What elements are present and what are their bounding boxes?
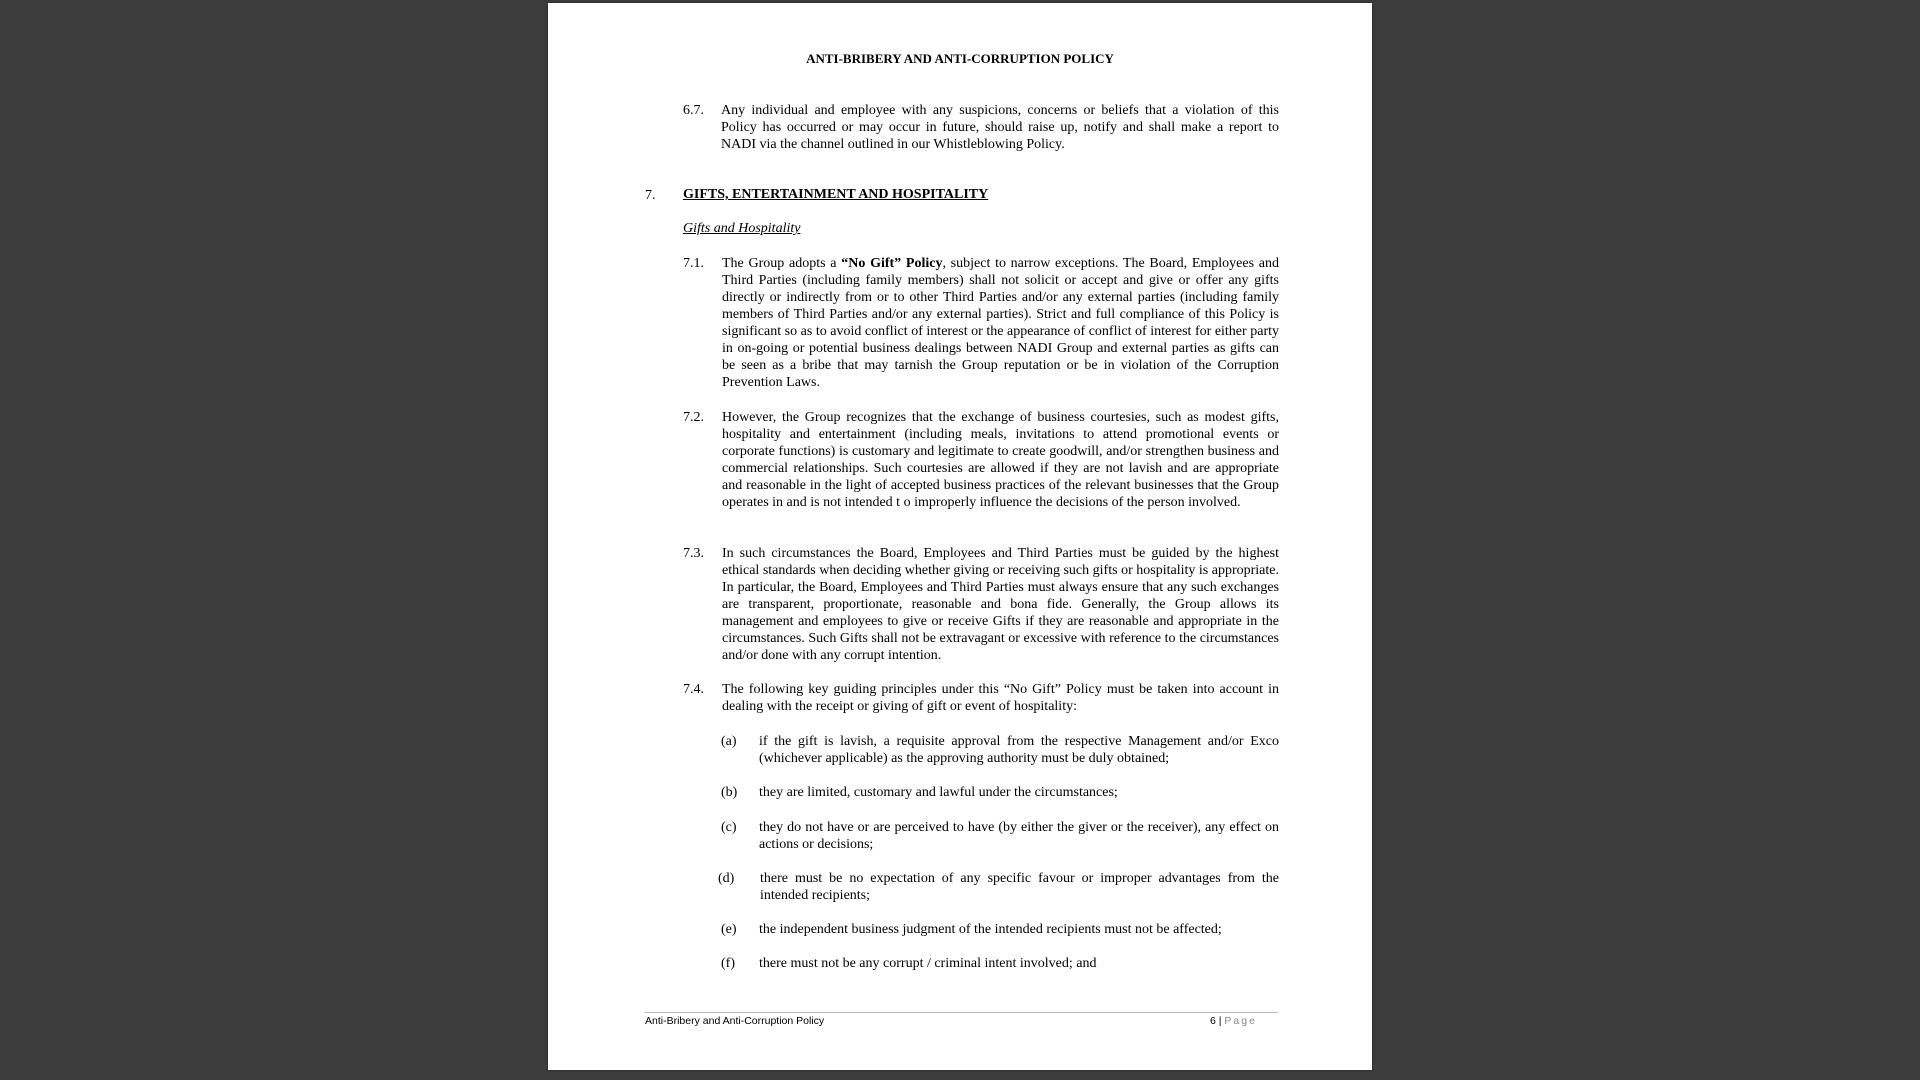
- footer-divider: [644, 1012, 1278, 1013]
- clause-6-7-text: Any individual and employee with any suspicions, concerns or beliefs that a violation of this Policy has occurred or may occur in future, should raise up, notify and shall make a report to NADI via the channel outlined in our Whistleblowing Policy.: [721, 103, 1279, 152]
- list-item: there must be no expectation of any specific favour or improper advantages from the intended recipients;: [760, 871, 1279, 903]
- footer-title: Anti-Bribery and Anti-Corruption Policy: [645, 1015, 825, 1027]
- list-item-label: (f): [721, 956, 735, 971]
- page-header: ANTI-BRIBERY AND ANTI-CORRUPTION POLICY: [806, 51, 1114, 66]
- clause-7-1-text: The Group adopts a “No Gift” Policy, subject to narrow exceptions. The Board, Employees and Third Parties (including family members) shall not solicit or accept and give or offer any gifts directly or indirectly from or to other Third Parties and/or any external parties (including family members of Third Parties and/or any external parties). Strict and full compliance of this Policy is significant so as to avoid conflict of interest or the appearance of conflict of interest for either party in on-going or potential business dealings between NADI Group and external parties as gifts can be seen as a bribe that may tarnish the Group reputation or be in violation of the Corruption Prevention Laws.: [722, 256, 1279, 390]
- list-item-label: (a): [721, 734, 737, 749]
- list-item-label: (c): [721, 820, 737, 835]
- clause-number: 7.3.: [683, 546, 704, 561]
- clause-7-3-text: In such circumstances the Board, Employees and Third Parties must be guided by the highest ethical standards when deciding whether giving or receiving such gifts or hospitality is appropriate. In particular, the Board, Employees and Third Parties must always ensure that any such exchanges are transparent, proportionate, reasonable and bona fide. Generally, the Group allows its management and employees to give or receive Gifts if they are reasonable and appropriate in the circumstances. Such Gifts shall not be extravagant or excessive with reference to the circumstances and/or done with any corrupt intention.: [722, 546, 1279, 663]
- list-item-label: (e): [721, 922, 737, 937]
- section-title: GIFTS, ENTERTAINMENT AND HOSPITALITY: [683, 187, 989, 202]
- document-page: [548, 3, 1372, 1070]
- clause-number: 7.4.: [683, 682, 704, 697]
- clause-number: 7.1.: [683, 256, 704, 271]
- clause-number: 6.7.: [683, 103, 704, 118]
- list-item: they are limited, customary and lawful under the circumstances;: [759, 785, 1118, 800]
- clause-number: 7.2.: [683, 410, 704, 425]
- list-item-label: (d): [718, 871, 735, 886]
- list-item: if the gift is lavish, a requisite approval from the respective Management and/or Exco (whichever applicable) as the approving authority must be duly obtained;: [759, 734, 1279, 766]
- list-item: they do not have or are perceived to have (by either the giver or the receiver), any effect on actions or decisions;: [759, 820, 1279, 852]
- no-gift-policy-bold: “No Gift” Policy: [841, 256, 943, 271]
- list-item: the independent business judgment of the intended recipients must not be affected;: [759, 922, 1222, 937]
- clause-7-4-text: The following key guiding principles under this “No Gift” Policy must be taken into account in dealing with the receipt or giving of gift or event of hospitality:: [722, 682, 1279, 714]
- list-item-label: (b): [721, 785, 738, 800]
- subheading: Gifts and Hospitality: [683, 221, 801, 236]
- clause-7-2-text: However, the Group recognizes that the exchange of business courtesies, such as modest gifts, hospitality and entertainment (including meals, invitations to attend promotional events or corporate functions) is customary and legitimate to create goodwill, and/or strengthen business and commercial relationships. Such courtesies are allowed if they are not lavish and are appropriate and reasonable in the light of accepted business practices of the relevant businesses that the Group operates in and is not intended t o improperly influence the decisions of the person involved.: [722, 410, 1279, 510]
- section-number: 7.: [645, 188, 656, 203]
- page-number: 6 | Page: [1210, 1015, 1257, 1027]
- list-item: there must not be any corrupt / criminal intent involved; and: [759, 956, 1097, 971]
